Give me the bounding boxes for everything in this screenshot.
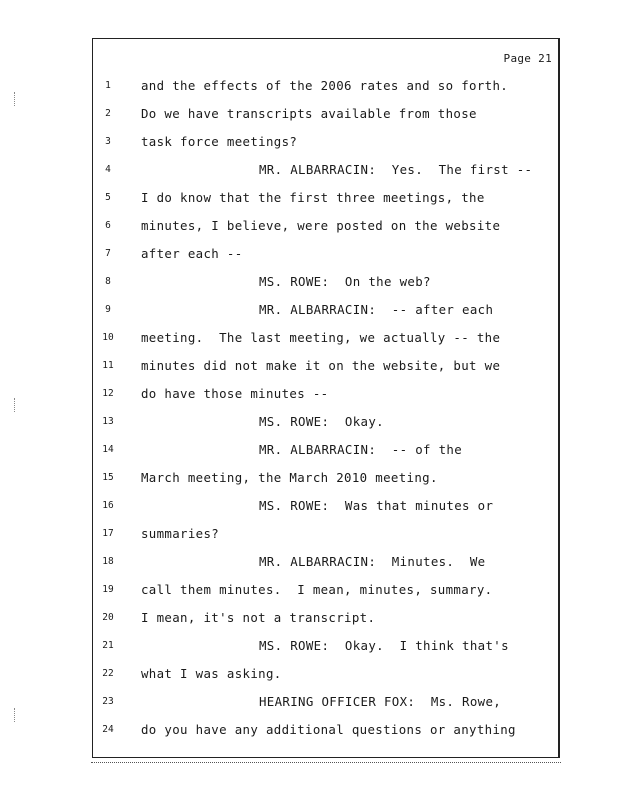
transcript-line (93, 357, 559, 377)
transcript-line (93, 385, 559, 405)
transcript-line (93, 441, 559, 461)
transcript-line (93, 665, 559, 685)
line-text: March meeting, the March 2010 meeting. (141, 470, 438, 485)
transcript-line (93, 77, 559, 97)
line-number: 10 (102, 332, 114, 343)
transcript-line (93, 469, 559, 489)
line-text: I do know that the first three meetings, the (141, 190, 485, 205)
transcript-line (93, 553, 559, 573)
line-text: Do we have transcripts available from those (141, 106, 477, 121)
transcript-line (93, 329, 559, 349)
line-text: summaries? (141, 526, 220, 541)
line-number: 13 (102, 416, 114, 427)
line-number: 14 (102, 444, 114, 455)
transcript-line (93, 217, 559, 237)
line-number: 2 (105, 108, 111, 119)
line-number: 15 (102, 472, 114, 483)
line-number: 21 (102, 640, 114, 651)
line-text: MS. ROWE: Okay. (259, 414, 384, 429)
line-text: MS. ROWE: Was that minutes or (259, 498, 494, 513)
margin-mark (14, 398, 19, 412)
line-number: 9 (105, 304, 111, 315)
line-number: 19 (102, 584, 114, 595)
line-number: 17 (102, 528, 114, 539)
line-text: MR. ALBARRACIN: Minutes. We (259, 554, 486, 569)
line-number: 12 (102, 388, 114, 399)
line-text: what I was asking. (141, 666, 282, 681)
transcript-line (93, 693, 559, 713)
line-number: 8 (105, 276, 111, 287)
line-text: call them minutes. I mean, minutes, summary. (141, 582, 493, 597)
line-text: HEARING OFFICER FOX: Ms. Rowe, (259, 694, 502, 709)
line-number: 23 (102, 696, 114, 707)
line-text: MR. ALBARRACIN: -- of the (259, 442, 463, 457)
line-text: MS. ROWE: Okay. I think that's (259, 638, 509, 653)
transcript-line (93, 609, 559, 629)
line-text: and the effects of the 2006 rates and so forth. (141, 78, 509, 93)
line-text: after each -- (141, 246, 243, 261)
line-text: do have those minutes -- (141, 386, 329, 401)
line-number: 18 (102, 556, 114, 567)
transcript-line (93, 161, 559, 181)
line-text: do you have any additional questions or anything (141, 722, 516, 737)
line-text: MR. ALBARRACIN: -- after each (259, 302, 494, 317)
page-number: Page 21 (503, 52, 552, 65)
line-text: minutes, I believe, were posted on the website (141, 218, 501, 233)
transcript-line (93, 497, 559, 517)
transcript-line (93, 245, 559, 265)
line-text: MS. ROWE: On the web? (259, 274, 431, 289)
line-text: meeting. The last meeting, we actually -- the (141, 330, 501, 345)
line-number: 7 (105, 248, 111, 259)
transcript-line (93, 133, 559, 153)
transcript-page (92, 38, 560, 758)
line-number: 3 (105, 136, 111, 147)
line-text: I mean, it's not a transcript. (141, 610, 376, 625)
transcript-line (93, 581, 559, 601)
line-number: 6 (105, 220, 111, 231)
transcript-line (93, 301, 559, 321)
line-number: 20 (102, 612, 114, 623)
line-number: 4 (105, 164, 111, 175)
line-text: minutes did not make it on the website, but we (141, 358, 501, 373)
margin-mark (14, 708, 19, 722)
line-number: 16 (102, 500, 114, 511)
line-number: 24 (102, 724, 114, 735)
transcript-line (93, 273, 559, 293)
line-text: task force meetings? (141, 134, 298, 149)
transcript-line (93, 525, 559, 545)
transcript-line (93, 105, 559, 125)
transcript-line (93, 721, 559, 741)
margin-mark (14, 92, 19, 106)
transcript-line (93, 637, 559, 657)
line-number: 5 (105, 192, 111, 203)
line-number: 11 (102, 360, 114, 371)
line-number: 1 (105, 80, 111, 91)
line-number: 22 (102, 668, 114, 679)
line-text: MR. ALBARRACIN: Yes. The first -- (259, 162, 533, 177)
transcript-line (93, 413, 559, 433)
transcript-line (93, 189, 559, 209)
